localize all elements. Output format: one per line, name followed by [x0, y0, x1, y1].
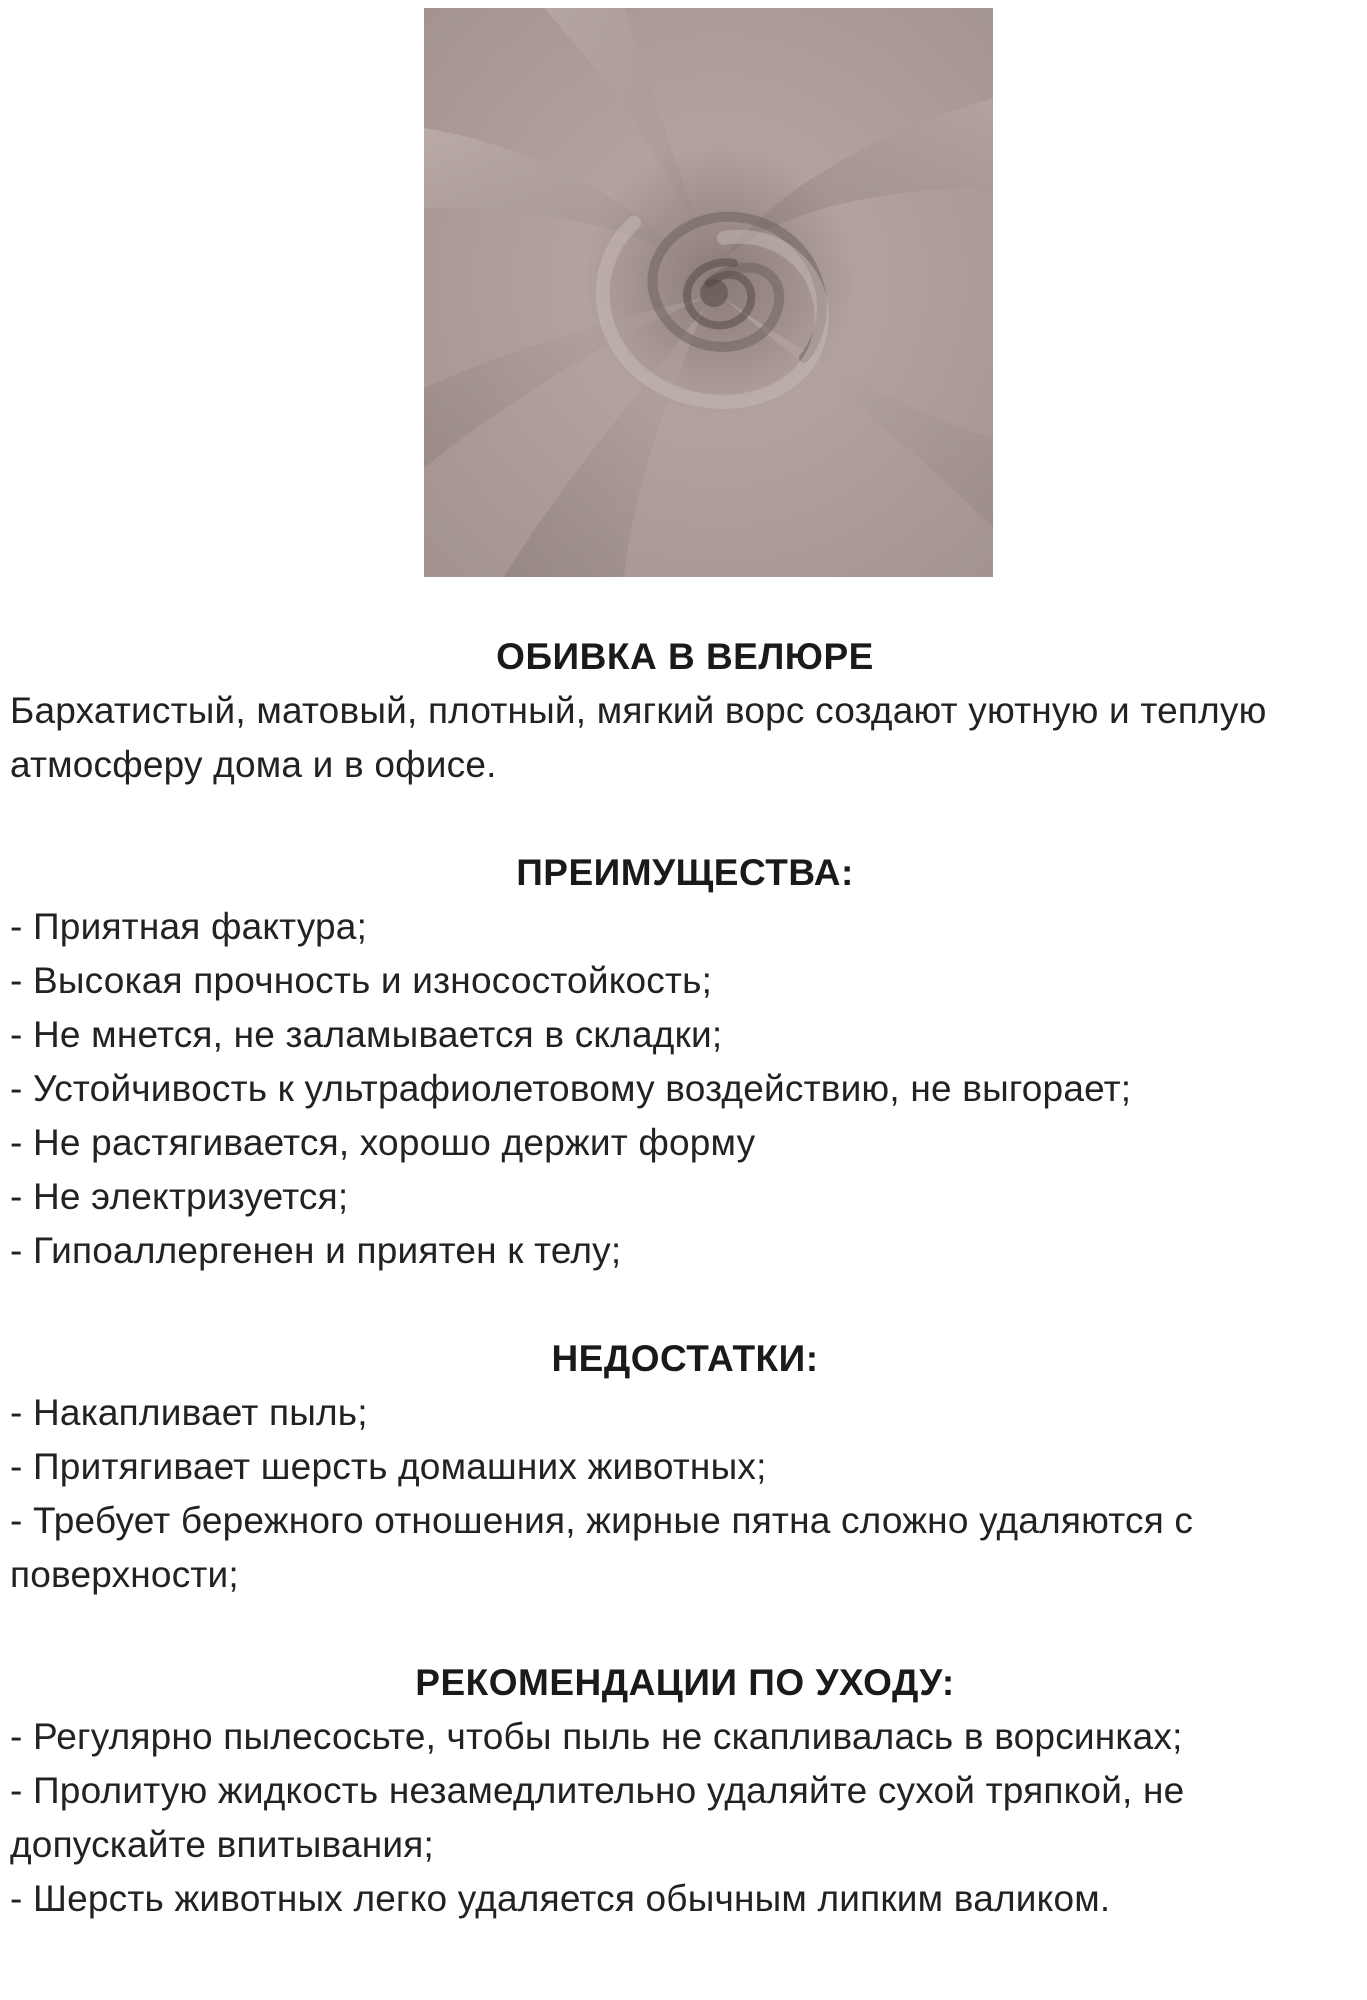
- upholstery-title: ОБИВКА В ВЕЛЮРЕ: [496, 636, 874, 677]
- spacer: [10, 1602, 1360, 1656]
- spacer: [10, 1278, 1360, 1332]
- list-item: - Притягивает шерсть домашних животных;: [10, 1446, 767, 1487]
- description-content: [10, 630, 1360, 1926]
- list-item: - Пролитую жидкость незамедлительно удаляйте сухой тряпкой, не допускайте впитывания;: [10, 1770, 1185, 1865]
- list-item: - Требует бережного отношения, жирные пятна сложно удаляются с поверхности;: [10, 1500, 1194, 1595]
- list-item: - Не мнется, не заламывается в складки;: [10, 1014, 723, 1055]
- advantages-title: ПРЕИМУЩЕСТВА:: [516, 852, 854, 893]
- list-item: - Приятная фактура;: [10, 906, 368, 947]
- disadvantages-list: [10, 1386, 1360, 1602]
- advantages-list: [10, 900, 1360, 1278]
- list-item: - Накапливает пыль;: [10, 1392, 368, 1433]
- list-item: - Регулярно пылесосьте, чтобы пыль не скапливалась в ворсинках;: [10, 1716, 1183, 1757]
- list-item: - Шерсть животных легко удаляется обычным липким валиком.: [10, 1878, 1111, 1919]
- list-item: - Устойчивость к ультрафиолетовому воздействию, не выгорает;: [10, 1068, 1132, 1109]
- list-item: - Не растягивается, хорошо держит форму: [10, 1122, 756, 1163]
- upholstery-description: Бархатистый, матовый, плотный, мягкий ворс создают уютную и теплую атмосферу дома и в офисе.: [10, 690, 1267, 785]
- list-item: - Не электризуется;: [10, 1176, 349, 1217]
- fabric-swirl-icon: [424, 8, 993, 577]
- disadvantages-title: НЕДОСТАТКИ:: [551, 1338, 819, 1379]
- list-item: - Высокая прочность и износостойкость;: [10, 960, 713, 1001]
- care-list: [10, 1710, 1360, 1926]
- list-item: - Гипоаллергенен и приятен к телу;: [10, 1230, 622, 1271]
- velour-fabric-photo: [424, 8, 993, 577]
- care-title: РЕКОМЕНДАЦИИ ПО УХОДУ:: [415, 1662, 955, 1703]
- spacer: [10, 792, 1360, 846]
